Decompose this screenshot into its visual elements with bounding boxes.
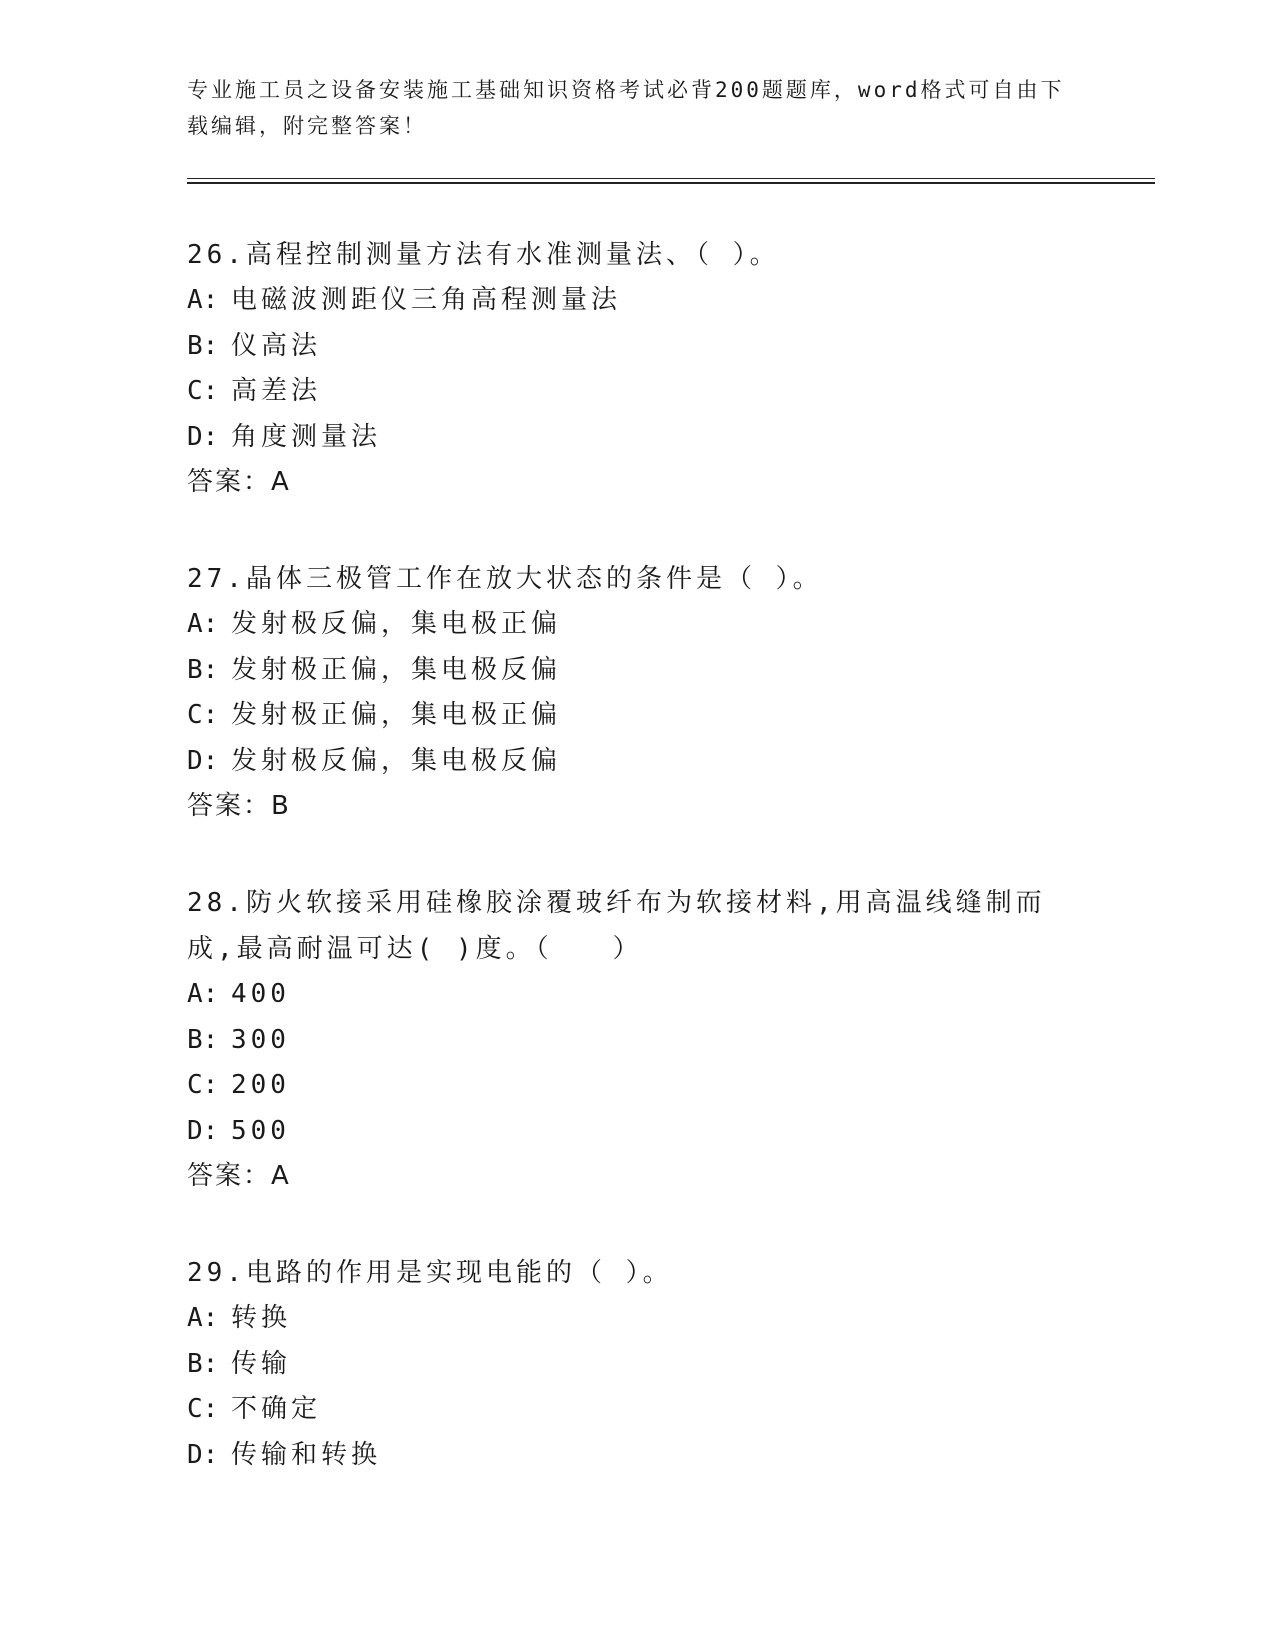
header-divider-thick (187, 182, 1155, 184)
answer-line: 答案：A (187, 467, 291, 497)
option-c (187, 1063, 1087, 1109)
option-key: B: (187, 654, 219, 685)
question-28 (187, 880, 1087, 1199)
option-text: 300 (231, 1024, 290, 1055)
option-d (187, 1433, 1087, 1479)
option-key: A: (187, 979, 219, 1009)
option-d (187, 1109, 1087, 1155)
option-a (187, 602, 1087, 648)
option-text: 高差法 (231, 376, 322, 406)
question-26 (187, 232, 1087, 505)
option-key: D: (187, 421, 219, 452)
option-text: 400 (231, 979, 290, 1009)
option-key: A: (187, 1303, 219, 1333)
option-text: 传输 (231, 1348, 292, 1379)
option-a (187, 972, 1087, 1018)
option-text: 发射极正偏，集电极正偏 (231, 700, 562, 730)
question-stem: 26.高程控制测量方法有水准测量法、（ ）。 (187, 240, 780, 270)
question-list (187, 232, 1087, 1529)
option-b (187, 648, 1087, 694)
option-key: D: (187, 1115, 219, 1146)
option-a (187, 278, 1087, 324)
option-d (187, 739, 1087, 785)
option-key: B: (187, 330, 219, 361)
option-text: 角度测量法 (231, 421, 382, 452)
question-stem: 27.晶体三极管工作在放大状态的条件是（ ）。 (187, 564, 823, 594)
option-b (187, 324, 1087, 370)
option-text: 传输和转换 (231, 1439, 382, 1470)
option-text: 电磁波测距仪三角高程测量法 (231, 285, 622, 315)
option-key: D: (187, 745, 219, 776)
option-text: 转换 (231, 1303, 292, 1333)
answer-line: 答案：B (187, 791, 291, 821)
question-29 (187, 1250, 1087, 1478)
option-key: A: (187, 285, 219, 315)
option-c (187, 693, 1087, 739)
option-text: 仪高法 (231, 330, 322, 361)
option-d (187, 415, 1087, 461)
option-b (187, 1018, 1087, 1064)
header-divider-thin (187, 178, 1155, 179)
option-b (187, 1342, 1087, 1388)
option-key: B: (187, 1348, 219, 1379)
answer-line: 答案：A (187, 1161, 291, 1191)
option-text: 发射极反偏，集电极反偏 (231, 745, 562, 776)
option-text: 200 (231, 1070, 290, 1100)
option-key: C: (187, 1070, 219, 1100)
option-key: C: (187, 700, 219, 730)
option-key: B: (187, 1024, 219, 1055)
question-stem: 29.电路的作用是实现电能的（ ）。 (187, 1258, 673, 1288)
option-c (187, 369, 1087, 415)
option-a (187, 1296, 1087, 1342)
option-key: C: (187, 376, 219, 406)
question-27 (187, 556, 1087, 829)
option-c (187, 1387, 1087, 1433)
option-key: C: (187, 1394, 219, 1424)
option-text: 500 (231, 1115, 290, 1146)
question-stem: 28.防火软接采用硅橡胶涂覆玻纤布为软接材料,用高温线缝制而成,最高耐温可达( )度。（ ） (187, 888, 1046, 964)
option-text: 发射极正偏，集电极反偏 (231, 654, 562, 685)
option-key: A: (187, 609, 219, 639)
option-text: 不确定 (231, 1394, 322, 1424)
option-text: 发射极反偏，集电极正偏 (231, 609, 562, 639)
option-key: D: (187, 1439, 219, 1470)
document-header: 专业施工员之设备安装施工基础知识资格考试必背200题题库，word格式可自由下载编辑，附完整答案！ (187, 78, 1065, 138)
